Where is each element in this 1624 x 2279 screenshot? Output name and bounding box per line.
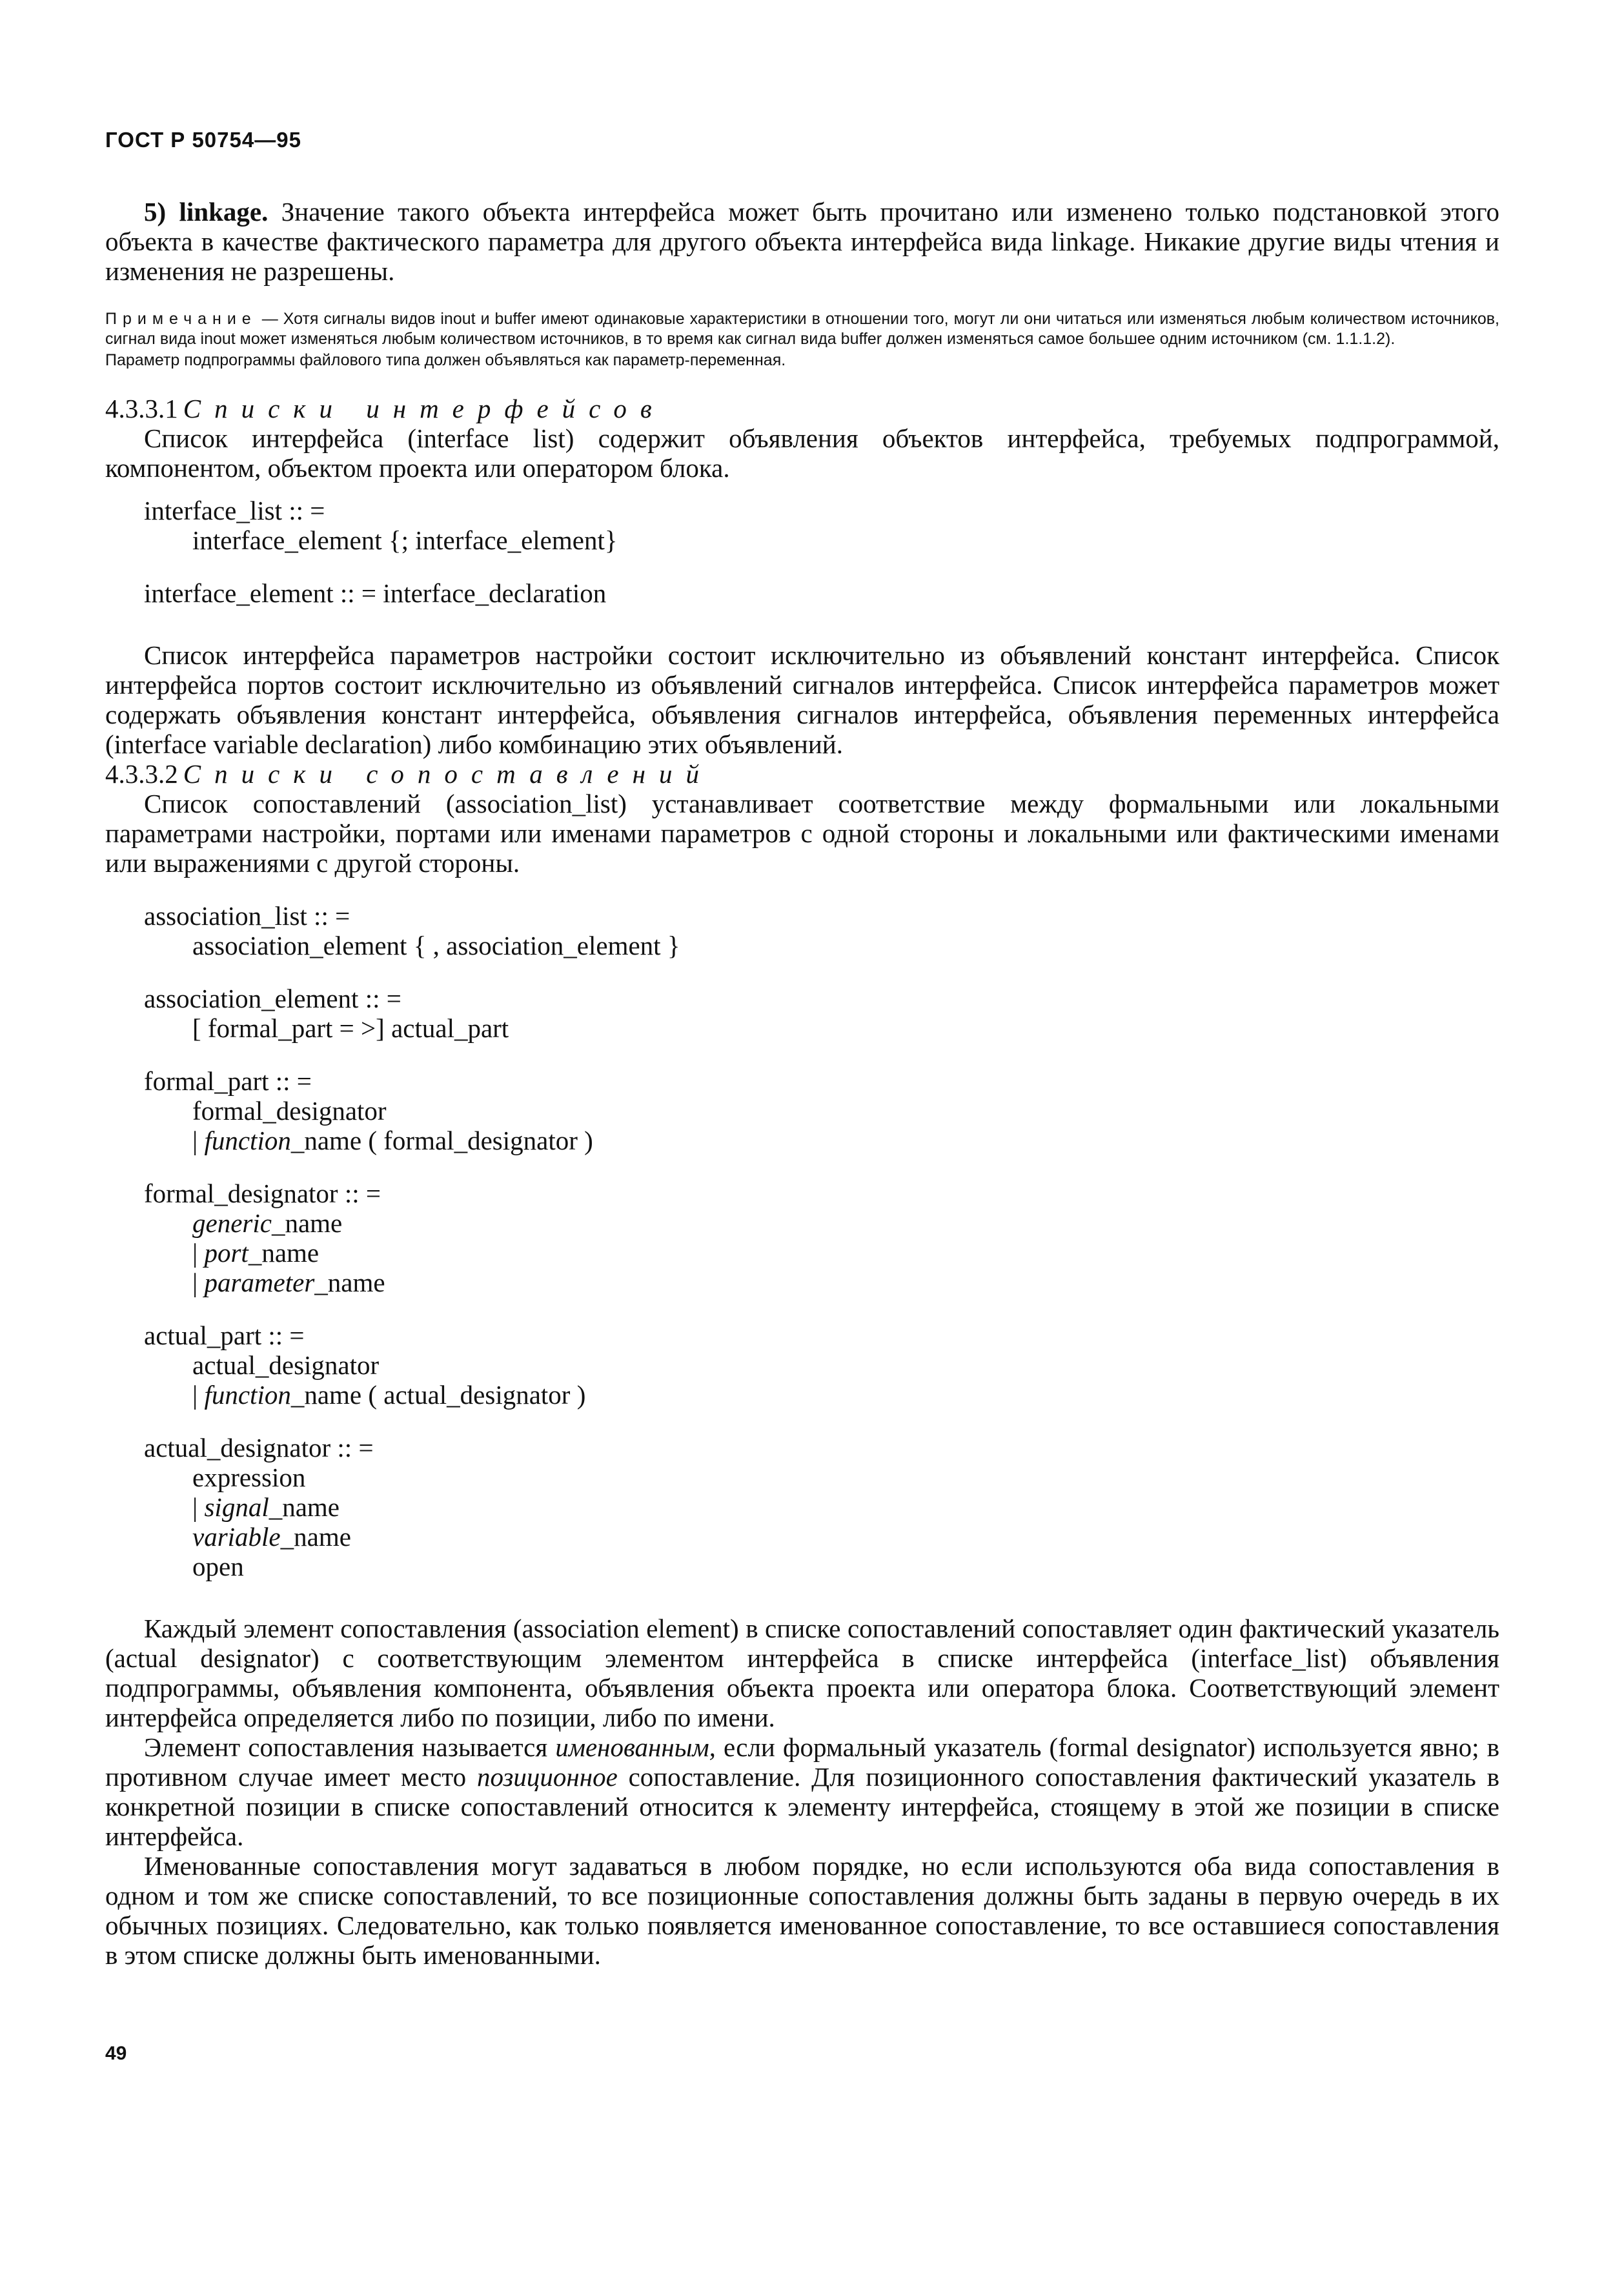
text-run: сопоставление. Для позиционного сопоставления фактический указатель в конкретной позиции в списке сопоставлений относится к элементу интерфейса, стоящему в этой же позиции в списке интерфейса. [105, 1762, 1499, 1851]
grammar-line [144, 1522, 1499, 1552]
grammar-line: formal_part :: = [144, 1066, 312, 1096]
grammar-line: interface_element :: = interface_declaration [144, 578, 607, 608]
page-header: ГОСТ Р 50754—95 [105, 128, 301, 152]
note-paragraph-2: Параметр подпрограммы файлового типа должен объявляться как параметр-переменная. [105, 351, 786, 369]
grammar-association-list [105, 901, 1499, 1581]
section-body: Список интерфейса параметров настройки состоит исключительно из объявлений констант интерфейса. Список интерфейса портов состоит исключительно из объявлений сигналов интерфейса. Список интерфейса параметров может содержать объявления констант интерфейса, объявления сигналов интерфейса, объявления переменных интерфейса (interface variable declaration) либо комбинацию этих объявлений. [105, 640, 1499, 759]
alt-bar: | [192, 1268, 205, 1297]
grammar-line [144, 1268, 1499, 1297]
section-title: Списки интерфейсов [183, 394, 665, 423]
grammar-line [144, 1238, 1499, 1268]
text-run: если формальный указатель (formal designator) используется явно; в противном случае имеет место [105, 1732, 1499, 1792]
grammar-line: actual_designator [192, 1350, 380, 1380]
alt-bar: | [192, 1126, 205, 1155]
page-number: 49 [105, 2043, 127, 2064]
alt-bar: | [192, 1238, 205, 1268]
grammar-line: actual_part :: = [144, 1321, 305, 1350]
section-intro: Список интерфейса (interface list) содержит объявления объектов интерфейса, требуемых подпрограммой, компонентом, объектом проекта или оператором блока. [105, 423, 1499, 483]
grammar-text: _name ( actual_designator ) [290, 1380, 586, 1410]
grammar-line [144, 1208, 1499, 1238]
alt-bar: | [192, 1380, 205, 1410]
section-title: Списки сопоставлений [183, 759, 713, 789]
italic-term: позиционное [476, 1762, 618, 1792]
grammar-text: _name [269, 1492, 340, 1522]
page-content [105, 197, 1499, 1970]
grammar-text: _name [248, 1238, 320, 1268]
grammar-interface-list [105, 496, 1499, 608]
section-number: 4.3.3.1 [105, 394, 178, 423]
item-5-text: Значение такого объекта интерфейса может быть прочитано или изменено только подстановкой этого объекта в качестве фактического параметра для другого объекта интерфейса вида linkage. Никакие другие виды чтения и изменения не разрешены. [105, 197, 1500, 286]
italic-prefix: signal [204, 1492, 269, 1522]
note-text: — Хотя сигналы видов inout и buffer имеют одинаковые характеристики в отношении того, могут ли они читаться или изменяться любым количеством источников, сигнал вида inout может изменяться любым количеством источников, в то время как сигнал вида buffer должен изменяться самое большее одним источником (см. 1.1.1.2). [105, 310, 1499, 348]
grammar-line [144, 1492, 1499, 1522]
grammar-line: interface_element {; interface_element} [192, 525, 618, 555]
grammar-line: open [192, 1552, 244, 1581]
grammar-line [144, 1126, 1499, 1155]
item-5 [105, 197, 1499, 286]
italic-prefix: parameter [204, 1268, 315, 1297]
grammar-line: expression [192, 1463, 306, 1492]
grammar-line: association_element { , association_element } [192, 931, 680, 960]
text-run: Элемент сопоставления называется [144, 1732, 556, 1762]
grammar-line: [ formal_part = >] actual_part [192, 1013, 509, 1043]
grammar-text: _name [280, 1522, 351, 1552]
section-heading-4-3-3-1 [105, 394, 1499, 423]
grammar-line: interface_list :: = [144, 496, 325, 525]
body-paragraph: Каждый элемент сопоставления (association element) в списке сопоставлений сопоставляет один фактический указатель (actual designator) с соответствующим элементом интерфейса в списке интерфейса (interface_list) объявления подпрограммы, объявления компонента, объявления объекта проекта или оператора блока. Соответствующий элемент интерфейса определяется либо по позиции, либо по имени. [105, 1614, 1499, 1732]
body-paragraph: Именованные сопоставления могут задаваться в любом порядке, но если используются оба вида сопоставления в одном и том же списке сопоставлений, то все позиционные сопоставления должны быть заданы в первую очередь в их обычных позициях. Следовательно, как только появляется именованное сопоставление, то все оставшиеся сопоставления в этом списке должны быть именованными. [105, 1851, 1499, 1970]
grammar-text: _name [314, 1268, 385, 1297]
item-5-lead: 5) linkage. [144, 197, 269, 227]
italic-prefix: port [204, 1238, 249, 1268]
grammar-line [144, 1380, 1499, 1410]
italic-prefix: function [204, 1380, 291, 1410]
section-intro: Список сопоставлений (association_list) устанавливает соответствие между формальными или локальными параметрами настройки, портами или именами параметров с одной стороны и локальными или фактическими именами или выражениями с другой стороны. [105, 789, 1499, 878]
grammar-text: _name ( formal_designator ) [290, 1126, 593, 1155]
grammar-text: _name [271, 1208, 343, 1238]
italic-prefix: variable [192, 1522, 281, 1552]
grammar-line: formal_designator [192, 1096, 387, 1126]
section-heading-4-3-3-2 [105, 759, 1499, 789]
italic-term: именованным, [555, 1732, 716, 1762]
note-label: Примечание [105, 310, 257, 328]
body-paragraph [105, 1732, 1499, 1851]
section-number: 4.3.3.2 [105, 759, 178, 789]
italic-prefix: function [204, 1126, 291, 1155]
note-paragraph [105, 309, 1499, 349]
alt-bar: | [192, 1492, 205, 1522]
grammar-line: actual_designator :: = [144, 1433, 374, 1463]
grammar-line: association_list :: = [144, 901, 350, 931]
grammar-line: formal_designator :: = [144, 1179, 381, 1208]
italic-prefix: generic [192, 1208, 272, 1238]
grammar-line: association_element :: = [144, 984, 401, 1013]
